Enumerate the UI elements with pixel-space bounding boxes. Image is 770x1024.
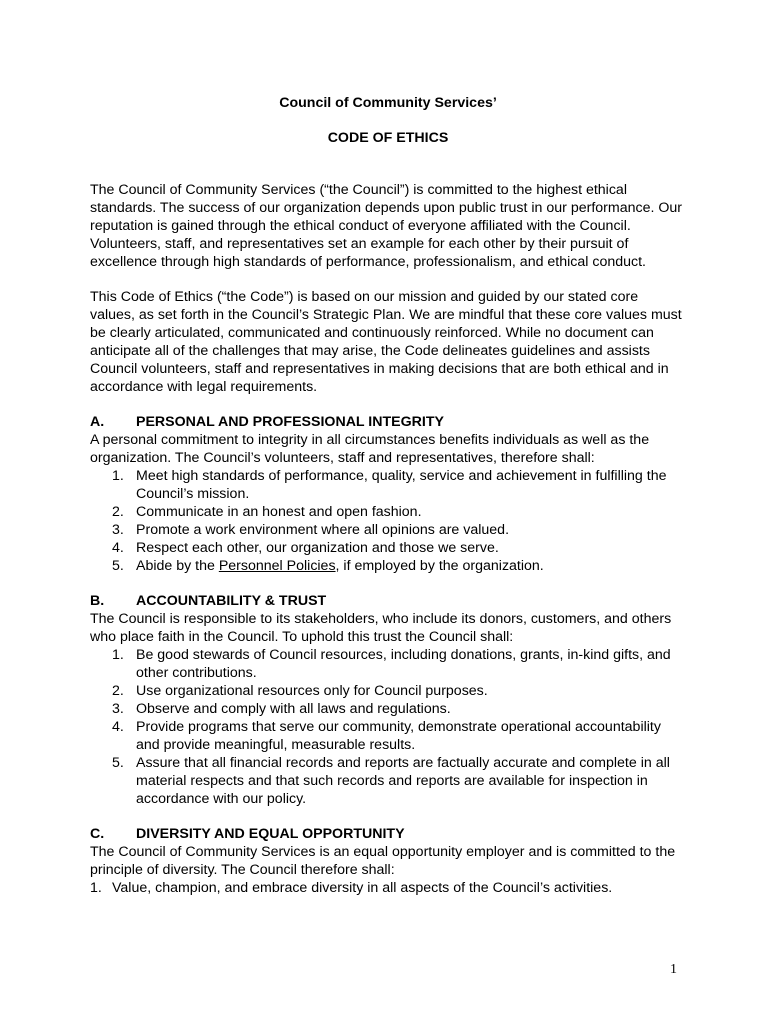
section-title: ACCOUNTABILITY & TRUST — [136, 593, 327, 609]
list-text: Provide programs that serve our community, demonstrate operational accountability and provide meaningful, measurable results. — [136, 719, 661, 753]
section-title: DIVERSITY AND EQUAL OPPORTUNITY — [136, 826, 405, 842]
list-number: 3. — [112, 522, 124, 538]
section-letter: C. — [90, 826, 105, 842]
section-a-heading — [90, 413, 686, 431]
list-item — [90, 557, 686, 575]
list-number: 1. — [112, 468, 124, 484]
list-number: 1. — [112, 647, 124, 663]
list-item — [90, 879, 686, 897]
list-text: Meet high standards of performance, quality, service and achievement in fulfilling the Council’s mission. — [136, 468, 667, 502]
list-number: 2. — [112, 683, 124, 699]
list-text-before: Abide by the — [136, 558, 219, 574]
document-subtitle: CODE OF ETHICS — [327, 130, 449, 146]
list-number: 2. — [112, 504, 124, 520]
section-letter: A. — [90, 414, 105, 430]
list-item — [90, 467, 686, 503]
list-number: 5. — [112, 558, 124, 574]
list-number: 1. — [90, 880, 102, 896]
section-c-list — [90, 879, 686, 897]
list-text: Promote a work environment where all opinions are valued. — [136, 522, 510, 538]
list-item — [90, 521, 686, 539]
list-text: Assure that all financial records and reports are factually accurate and complete in all material respects and that such records and reports are available for inspection in accordance with our policy. — [136, 755, 670, 807]
list-item — [90, 754, 686, 808]
intro-paragraph-1: The Council of Community Services (“the Council”) is committed to the highest ethical standards. The success of our organization depends upon public trust in our performance. Our reputation is gained through the ethical conduct of everyone affiliated with the Council. Volunteers, staff, and representatives set an example for each other by their pursuit of excellence through high standards of performance, professionalism, and ethical conduct. — [90, 182, 683, 270]
list-item — [90, 682, 686, 700]
list-number: 4. — [112, 540, 124, 556]
list-text: Use organizational resources only for Council purposes. — [136, 683, 488, 699]
document-body — [90, 94, 686, 897]
section-b-body: The Council is responsible to its stakeholders, who include its donors, customers, and others who place faith in the Council. To uphold this trust the Council shall: — [90, 611, 672, 645]
section-title: PERSONAL AND PROFESSIONAL INTEGRITY — [136, 414, 444, 430]
document-title: Council of Community Services’ — [279, 95, 497, 111]
list-text: Respect each other, our organization and those we serve. — [136, 540, 499, 556]
list-number: 5. — [112, 755, 124, 771]
section-c-body: The Council of Community Services is an equal opportunity employer and is committed to the principle of diversity. The Council therefore shall: — [90, 844, 676, 878]
section-c-heading — [90, 825, 686, 843]
personnel-policies-link[interactable]: Personnel Policies — [218, 558, 336, 574]
intro-paragraph-2: This Code of Ethics (“the Code”) is based on our mission and guided by our stated core values, as set forth in the Council’s Strategic Plan. We are mindful that these core values must be clearly articulated, communicated and continuously reinforced. While no document can anticipate all of the challenges that may arise, the Code delineates guidelines and assists Council volunteers, staff and representatives in making decisions that are both ethical and in accordance with legal requirements. — [90, 289, 682, 395]
list-item — [90, 503, 686, 521]
section-a-body: A personal commitment to integrity in all circumstances benefits individuals as well as the organization. The Council’s volunteers, staff and representatives, therefore shall: — [90, 432, 650, 466]
list-text: Value, champion, and embrace diversity in all aspects of the Council’s activities. — [112, 880, 613, 896]
list-number: 3. — [112, 701, 124, 717]
list-number: 4. — [112, 719, 124, 735]
list-text: Observe and comply with all laws and regulations. — [136, 701, 451, 717]
list-text: Be good stewards of Council resources, including donations, grants, in-kind gifts, and other contributions. — [136, 647, 671, 681]
list-item — [90, 539, 686, 557]
list-item — [90, 700, 686, 718]
section-letter: B. — [90, 593, 105, 609]
list-text: Communicate in an honest and open fashion. — [136, 504, 422, 520]
list-item — [90, 718, 686, 754]
section-b-list — [90, 646, 686, 808]
list-item — [90, 646, 686, 682]
section-b-heading — [90, 592, 686, 610]
page-number: 1 — [670, 962, 677, 977]
list-text-after: , if employed by the organization. — [335, 558, 544, 574]
section-a-list — [90, 467, 686, 575]
